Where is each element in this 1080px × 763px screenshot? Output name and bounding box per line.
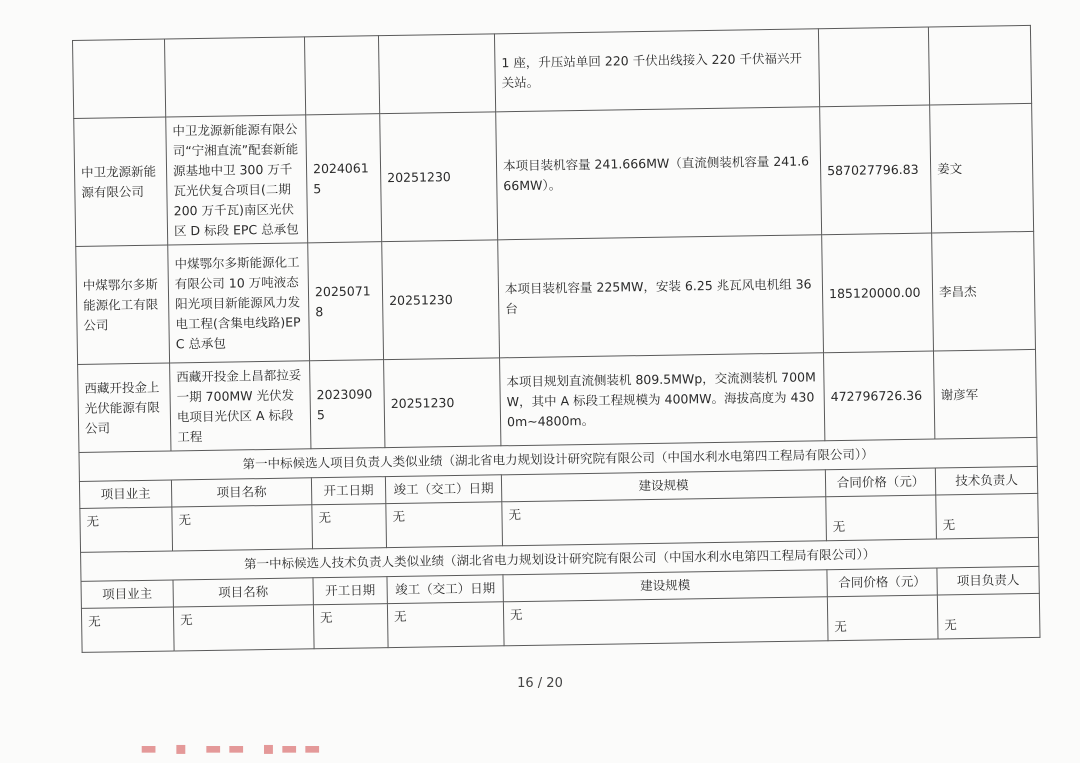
table-row <box>73 25 1032 118</box>
end-date-cell: 20251230 <box>380 112 498 242</box>
end-date-cell: 20251230 <box>382 240 500 360</box>
person-cell: 谢彦军 <box>933 349 1036 439</box>
column-header: 开工日期 <box>313 577 387 605</box>
price-cell: 472796726.36 <box>824 351 935 441</box>
person-cell: 无 <box>936 493 1039 539</box>
project-name-cell: 中煤鄂尔多斯能源化工有限公司 10 万吨液态阳光项目新能源风力发电工程(含集电线路)EPC 总承包 <box>168 243 310 363</box>
project-name-cell: 中卫龙源新能源有限公司“宁湘直流”配套新能源基地中卫 300 万千瓦光伏复合项目(二期 200 万千瓦)南区光伏区 D 标段 EPC 总承包 <box>166 115 308 245</box>
column-header: 项目名称 <box>171 478 311 507</box>
project-name-cell <box>164 37 305 117</box>
owner-cell: 无 <box>80 507 173 552</box>
end-date-cell: 20251230 <box>384 358 501 448</box>
price-cell: 185120000.00 <box>822 233 934 353</box>
start-date-cell: 无 <box>312 504 387 549</box>
column-header: 项目业主 <box>81 580 173 608</box>
person-cell <box>928 25 1031 105</box>
person-cell: 姜文 <box>930 103 1034 233</box>
start-date-cell: 20230905 <box>310 360 385 449</box>
person-cell: 无 <box>937 593 1040 639</box>
column-header: 竣工（交工）日期 <box>387 575 503 604</box>
end-date-cell: 无 <box>387 602 504 648</box>
red-stamp-fragment: ▬ ▪ ▬▬ ▪▬▬ <box>140 738 327 759</box>
table-row <box>74 103 1034 246</box>
price-cell: 587027796.83 <box>820 105 932 235</box>
price-cell: 无 <box>826 495 937 541</box>
column-header: 项目名称 <box>173 578 313 607</box>
start-date-cell: 20250718 <box>308 242 384 361</box>
table-row <box>78 349 1037 452</box>
scale-cell: 无 <box>503 597 828 646</box>
performance-table-sheet <box>72 25 1042 653</box>
end-date-cell: 无 <box>386 502 503 548</box>
owner-cell: 西藏开投金上光伏能源有限公司 <box>78 363 171 452</box>
column-header: 合同价格（元） <box>827 568 937 597</box>
performance-table <box>72 25 1041 653</box>
owner-cell: 无 <box>81 607 174 652</box>
owner-cell: 中卫龙源新能源有限公司 <box>74 117 168 246</box>
owner-cell <box>73 39 166 118</box>
column-header: 项目业主 <box>79 480 171 508</box>
scale-cell: 1 座，升压站单回 220 千伏出线接入 220 千伏福兴开关站。 <box>494 29 819 112</box>
person-cell: 李昌杰 <box>932 231 1036 351</box>
price-cell: 无 <box>827 595 938 641</box>
column-header: 项目负责人 <box>937 566 1039 595</box>
scale-cell: 无 <box>502 497 827 546</box>
start-date-cell: 无 <box>313 604 388 649</box>
table-row <box>76 231 1036 364</box>
column-header: 建设规模 <box>503 570 827 602</box>
column-header: 技术负责人 <box>935 466 1037 495</box>
price-cell <box>818 27 929 107</box>
scale-cell: 本项目规划直流侧装机 809.5MWp，交流测装机 700MW，其中 A 标段工程规模为 400MW。海拔高度为 4300m~4800m。 <box>500 353 825 446</box>
scale-cell: 本项目装机容量 225MW，安装 6.25 兆瓦风电机组 36 台 <box>498 235 824 358</box>
page-number: 16 / 20 <box>517 676 563 691</box>
project-name-cell: 无 <box>172 505 313 551</box>
scale-cell: 本项目装机容量 241.666MW（直流侧装机容量 241.666MW）。 <box>496 107 822 240</box>
column-header: 开工日期 <box>311 477 385 505</box>
end-date-cell <box>378 34 495 114</box>
column-header: 合同价格（元） <box>825 468 935 497</box>
owner-cell: 中煤鄂尔多斯能源化工有限公司 <box>76 245 170 364</box>
section-2-title: 第一中标候选人技术负责人类似业绩（湖北省电力规划设计研究院有限公司（中国水利水电第四工程局有限公司）） <box>81 537 1039 581</box>
section-1-title: 第一中标候选人项目负责人类似业绩（湖北省电力规划设计研究院有限公司（中国水利水电第四工程局有限公司）） <box>79 437 1037 481</box>
start-date-cell: 20240615 <box>306 114 382 243</box>
project-name-cell: 西藏开投金上昌都拉妥一期 700MW 光伏发电项目光伏区 A 标段工程 <box>170 361 311 451</box>
column-header: 建设规模 <box>501 470 825 502</box>
column-header: 竣工（交工）日期 <box>385 475 501 504</box>
start-date-cell <box>304 36 379 115</box>
project-name-cell: 无 <box>173 605 314 651</box>
